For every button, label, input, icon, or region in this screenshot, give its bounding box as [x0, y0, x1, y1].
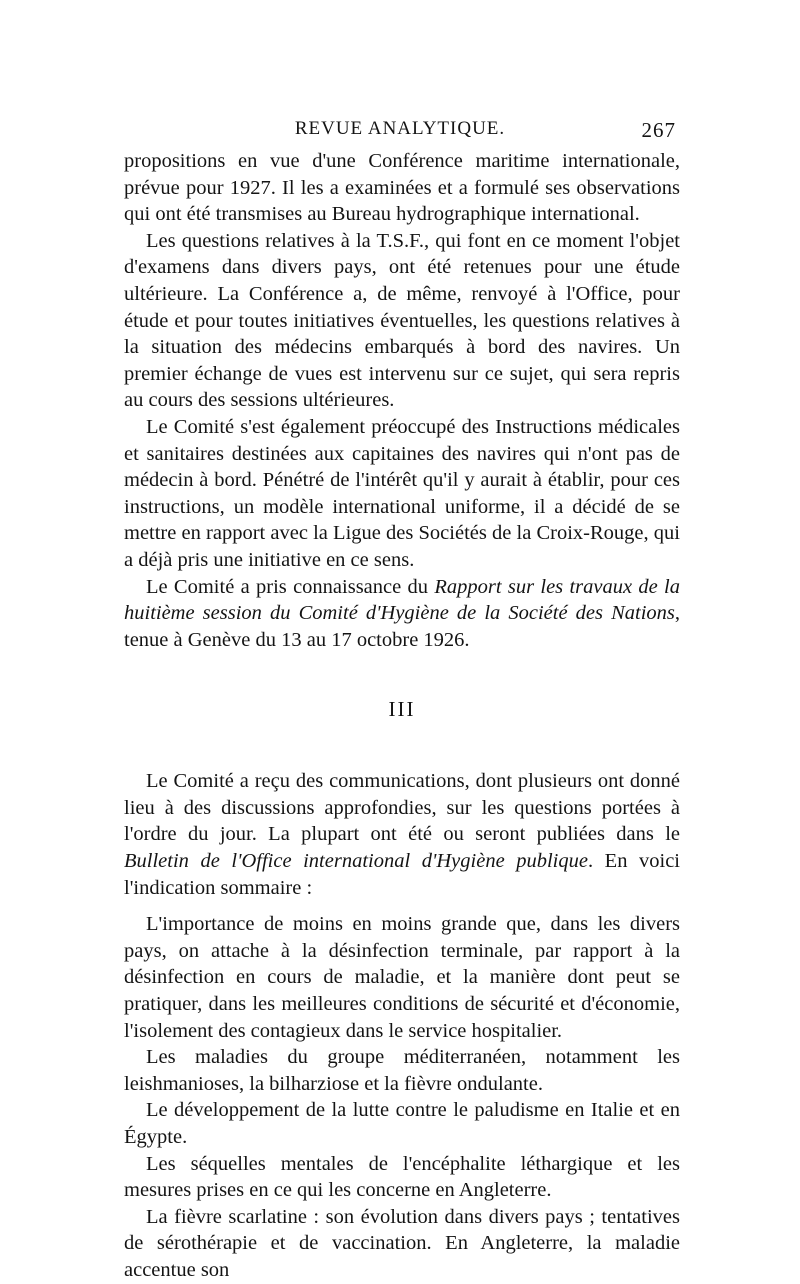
paragraph-continuation: propositions en vue d'une Conférence maritime internationale, prévue pour 1927. Il les a examinées et a formulé ses observations qui ont été transmises au Bureau hydrographique international.: [124, 150, 680, 226]
body-text: [124, 148, 680, 1284]
bulletin-title: Bulletin de l'Office international d'Hygiène publique: [124, 850, 588, 873]
rapport-text-start: Le Comité a pris connaissance du: [146, 575, 435, 598]
rapport-text-end: , tenue à Genève du 13 au 17 octobre 1926.: [124, 602, 680, 651]
paragraph-tsf: Les questions relatives à la T.S.F., qui font en ce moment l'objet d'examens dans divers pays, ont été retenues pour une étude ultérieure. La Conférence a, de même, renvoyé à l'Office, pour étude et pour toutes initiatives éventuelles, les questions relatives à la situation des médecins embarqués à bord des navires. Un premier échange de vues est intervenu sur ce sujet, qui sera repris au cours des sessions ultérieures.: [124, 229, 680, 412]
paragraph-instructions-medicales: Le Comité s'est également préoccupé des Instructions médicales et sanitaires destinées aux capitaines des navires qui n'ont pas de médecin à bord. Pénétré de l'intérêt qu'il y aurait à établir, pour ces instructions, un modèle international uniforme, il a décidé de se mettre en rapport avec la Ligue des Sociétés de la Croix-Rouge, qui a déjà pris une initiative en ce sens.: [124, 415, 680, 571]
page-number: 267: [641, 118, 676, 142]
running-title: REVUE ANALYTIQUE.: [294, 118, 506, 139]
list-item: Le développement de la lutte contre le paludisme en Italie et en Égypte.: [124, 1099, 680, 1148]
rapport-title: Rapport sur les travaux de la huitième session du Comité d'Hygiène de la Société des Nations: [124, 575, 680, 625]
communications-text-start: Le Comité a reçu des communications, dont plusieurs ont donné lieu à des discussions approfondies, sur les questions portées à l'ordre du jour. La plupart ont été ou seront publiées dans le: [124, 770, 680, 846]
section-heading: III: [388, 697, 416, 722]
list-item: Les séquelles mentales de l'encéphalite léthargique et les mesures prises en ce qui les concerne en Angleterre.: [124, 1152, 680, 1202]
paragraph-rapport: [124, 574, 680, 654]
list-item: L'importance de moins en moins grande que, dans les divers pays, on attache à la désinfection terminale, par rapport à la désinfection en cours de maladie, et la manière dont peut se pratiquer, dans les meilleures conditions de sécurité et d'économie, l'isolement des contagieux dans le service hospitalier.: [124, 913, 680, 1042]
communications-text-end: . En voici l'indication sommaire :: [124, 850, 681, 899]
paragraph-gap: [124, 901, 680, 911]
list-item: La fièvre scarlatine : son évolution dans divers pays ; tentatives de sérothérapie et de vaccination. En Angleterre, la maladie accentue son: [124, 1205, 680, 1281]
list-item: Les maladies du groupe méditerranéen, notamment les leishmanioses, la bilharziose et la fièvre ondulante.: [124, 1046, 680, 1095]
paragraph-communications: [124, 768, 680, 901]
running-header: [124, 118, 676, 144]
